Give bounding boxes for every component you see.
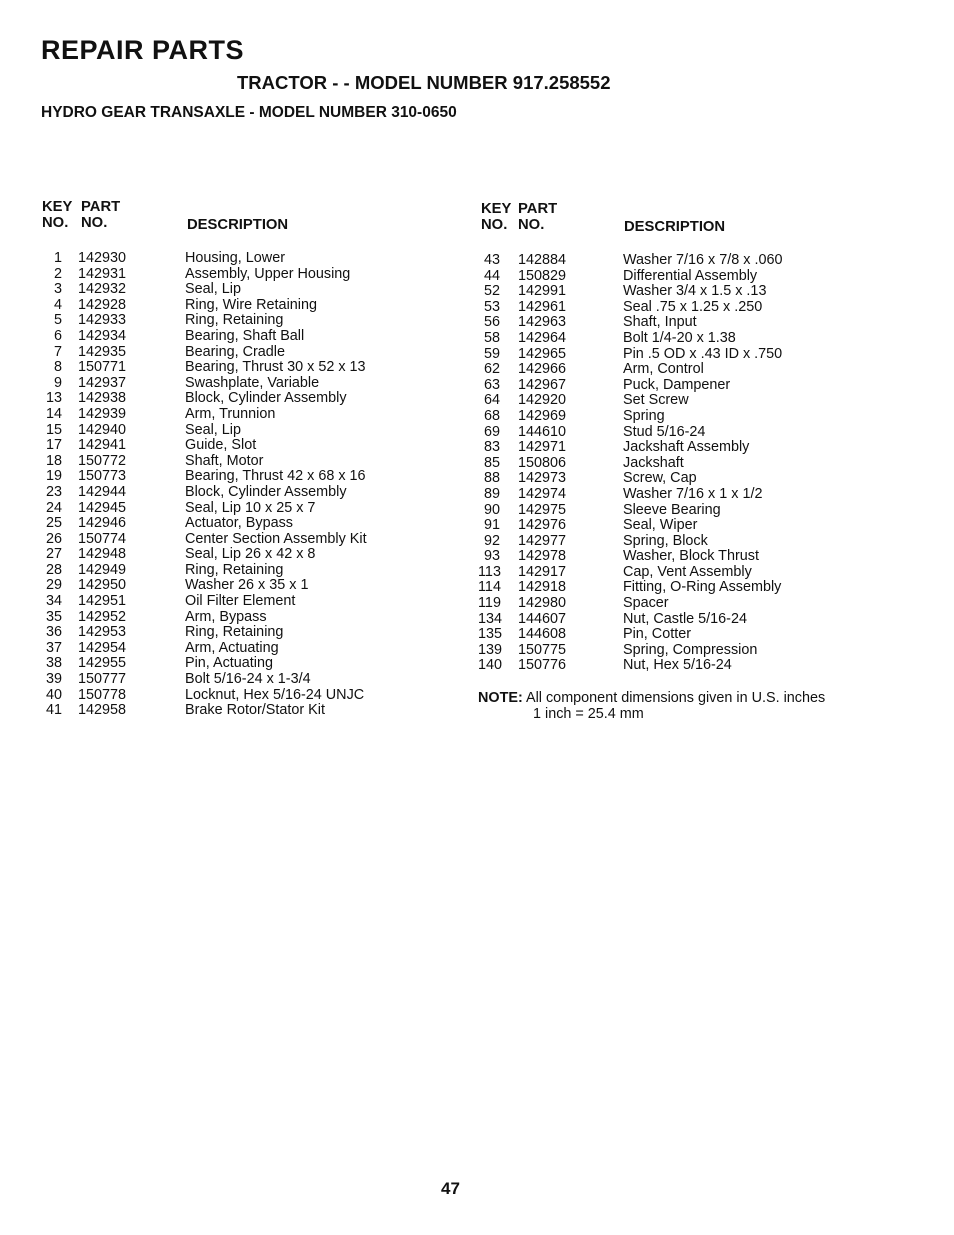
part-number: 142991	[518, 283, 567, 300]
table-row	[38, 438, 438, 454]
part-description: Ring, Retaining	[185, 312, 284, 329]
key-number: 14	[45, 405, 62, 422]
part-number: 142941	[78, 437, 127, 454]
part-description: Puck, Dampener	[623, 376, 731, 393]
table-row	[38, 594, 438, 610]
table-row	[38, 407, 438, 423]
key-number: 85	[483, 454, 500, 471]
table-row	[478, 503, 898, 519]
table-row	[38, 376, 438, 392]
part-number: 142976	[518, 517, 567, 534]
part-number: 142973	[518, 470, 567, 487]
part-description: Nut, Castle 5/16-24	[623, 610, 747, 627]
part-description: Spacer	[623, 595, 669, 612]
key-number: 69	[483, 423, 500, 440]
part-description: Washer, Block Thrust	[623, 548, 759, 565]
part-number: 142938	[78, 390, 127, 407]
key-number: 63	[483, 376, 500, 393]
table-row	[478, 393, 898, 409]
key-number: 92	[483, 532, 500, 549]
key-number: 114	[478, 579, 501, 596]
table-row	[478, 580, 898, 596]
part-description: Swashplate, Variable	[185, 374, 320, 391]
table-row	[38, 360, 438, 376]
part-number: 142966	[518, 361, 567, 378]
key-number: 35	[45, 608, 62, 625]
key-number: 41	[45, 702, 62, 719]
part-description: Sleeve Bearing	[623, 501, 721, 518]
key-number: 3	[53, 281, 62, 298]
table-row	[38, 641, 438, 657]
table-row	[478, 409, 898, 425]
key-number: 64	[483, 392, 500, 409]
part-number: 142954	[78, 639, 127, 656]
part-number: 142931	[78, 265, 127, 282]
part-description: Bearing, Thrust 42 x 68 x 16	[185, 468, 366, 485]
key-number: 68	[483, 407, 500, 424]
table-row	[478, 253, 898, 269]
part-number: 142965	[518, 345, 567, 362]
key-number: 91	[483, 517, 500, 534]
table-row	[478, 658, 898, 674]
key-number: 62	[483, 361, 500, 378]
part-description: Bearing, Shaft Ball	[185, 327, 305, 344]
part-number: 142951	[78, 593, 127, 610]
key-number: 18	[45, 452, 62, 469]
part-description: Ring, Retaining	[185, 624, 284, 641]
part-header-top: PART	[81, 199, 121, 215]
table-row	[38, 563, 438, 579]
dimensions-note	[478, 690, 825, 722]
part-number: 142975	[518, 501, 567, 518]
part-number: 142918	[518, 579, 567, 596]
key-number: 140	[478, 657, 503, 674]
key-number: 59	[483, 345, 500, 362]
part-number: 142948	[78, 546, 127, 563]
part-description: Differential Assembly	[623, 267, 758, 284]
part-number: 144610	[518, 423, 567, 440]
part-description: Brake Rotor/Stator Kit	[185, 702, 325, 719]
table-row	[478, 378, 898, 394]
part-description: Pin, Actuating	[185, 655, 274, 672]
part-number: 144608	[518, 626, 567, 643]
part-number: 142971	[518, 439, 567, 456]
part-number: 150829	[518, 267, 567, 284]
part-description: Center Section Assembly Kit	[185, 530, 367, 547]
part-header-top: PART	[518, 201, 558, 217]
table-row	[38, 345, 438, 361]
key-number: 19	[45, 468, 62, 485]
part-number: 142945	[78, 499, 127, 516]
key-number: 25	[45, 515, 62, 532]
table-header	[478, 201, 898, 253]
table-row	[478, 300, 898, 316]
part-description: Pin .5 OD x .43 ID x .750	[623, 345, 783, 362]
key-number: 89	[483, 485, 500, 502]
part-number: 150774	[78, 530, 127, 547]
key-number: 139	[478, 641, 503, 658]
part-number: 142963	[518, 314, 567, 331]
table-row	[478, 596, 898, 612]
table-header	[38, 199, 438, 251]
table-row	[478, 284, 898, 300]
part-number: 150778	[78, 686, 127, 703]
table-row	[38, 703, 438, 719]
note-line-2: 1 inch = 25.4 mm	[533, 706, 644, 722]
part-description: Set Screw	[623, 392, 689, 409]
key-number: 39	[45, 671, 62, 688]
table-row	[478, 347, 898, 363]
part-number: 142955	[78, 655, 127, 672]
transaxle-model-heading: HYDRO GEAR TRANSAXLE - MODEL NUMBER 310-0650	[41, 104, 457, 121]
key-number: 8	[53, 359, 62, 376]
key-number: 27	[45, 546, 62, 563]
part-description: Spring	[623, 407, 665, 424]
table-row	[38, 391, 438, 407]
part-description: Cap, Vent Assembly	[623, 563, 752, 580]
part-description: Screw, Cap	[623, 470, 697, 487]
part-description: Jackshaft	[623, 454, 684, 471]
key-number: 83	[483, 439, 500, 456]
key-number: 52	[483, 283, 500, 300]
table-row	[38, 298, 438, 314]
part-description: Spring, Compression	[623, 641, 758, 658]
description-header: DESCRIPTION	[624, 219, 726, 235]
table-row	[478, 518, 898, 534]
key-number: 38	[45, 655, 62, 672]
part-number: 150773	[78, 468, 127, 485]
part-number: 142934	[78, 327, 127, 344]
table-row	[478, 331, 898, 347]
table-row	[38, 656, 438, 672]
part-description: Seal, Lip	[185, 281, 242, 298]
parts-list-left	[38, 251, 438, 719]
part-number: 142920	[518, 392, 567, 409]
table-row	[478, 643, 898, 659]
note-line-1: All component dimensions given in U.S. inches	[526, 690, 826, 706]
part-description: Seal, Lip 26 x 42 x 8	[185, 546, 316, 563]
key-number: 15	[45, 421, 62, 438]
part-number: 142974	[518, 485, 567, 502]
part-number: 142953	[78, 624, 127, 641]
part-description: Bearing, Thrust 30 x 52 x 13	[185, 359, 366, 376]
key-number: 119	[478, 595, 501, 612]
table-row	[38, 485, 438, 501]
part-number: 142939	[78, 405, 127, 422]
part-header-bottom: NO.	[81, 215, 108, 231]
key-number: 29	[45, 577, 62, 594]
key-header-bottom: NO.	[481, 217, 508, 233]
description-header: DESCRIPTION	[187, 217, 289, 233]
key-number: 56	[483, 314, 500, 331]
part-description: Bearing, Cradle	[185, 343, 285, 360]
part-description: Seal, Lip 10 x 25 x 7	[185, 499, 316, 516]
key-number: 24	[45, 499, 62, 516]
part-number: 142977	[518, 532, 567, 549]
key-number: 4	[53, 296, 62, 313]
key-number: 1	[53, 250, 62, 266]
part-number: 142928	[78, 296, 127, 313]
key-number: 28	[45, 561, 62, 578]
part-description: Arm, Control	[623, 361, 704, 378]
key-number: 58	[483, 329, 500, 346]
key-number: 5	[53, 312, 62, 329]
part-description: Seal .75 x 1.25 x .250	[623, 298, 763, 315]
part-description: Ring, Wire Retaining	[185, 296, 317, 313]
table-row	[38, 454, 438, 470]
parts-table-right	[478, 201, 898, 674]
key-number: 23	[45, 483, 62, 500]
table-row	[38, 532, 438, 548]
key-number: 17	[45, 437, 62, 454]
table-row	[38, 313, 438, 329]
key-number: 53	[483, 298, 500, 315]
part-number: 150772	[78, 452, 127, 469]
page-number: 47	[441, 1179, 460, 1198]
part-number: 144607	[518, 610, 567, 627]
key-number: 90	[483, 501, 500, 518]
part-description: Stud 5/16-24	[623, 423, 706, 440]
part-description: Washer 3/4 x 1.5 x .13	[623, 283, 767, 300]
table-row	[38, 501, 438, 517]
key-number: 2	[53, 265, 62, 282]
part-description: Washer 7/16 x 1 x 1/2	[623, 485, 763, 502]
part-description: Arm, Bypass	[185, 608, 267, 625]
table-row	[38, 267, 438, 283]
tractor-model-heading: TRACTOR - - MODEL NUMBER 917.258552	[237, 72, 611, 93]
table-row	[478, 425, 898, 441]
table-row	[478, 456, 898, 472]
table-row	[38, 329, 438, 345]
part-description: Seal, Lip	[185, 421, 242, 438]
part-description: Spring, Block	[623, 532, 708, 549]
key-number: 134	[478, 610, 503, 627]
part-number: 142884	[518, 252, 567, 268]
key-number: 6	[53, 327, 62, 344]
table-row	[38, 672, 438, 688]
key-number: 26	[45, 530, 62, 547]
table-row	[38, 282, 438, 298]
part-description: Actuator, Bypass	[185, 515, 293, 532]
table-row	[478, 612, 898, 628]
part-number: 142980	[518, 595, 567, 612]
part-description: Bolt 1/4-20 x 1.38	[623, 329, 736, 346]
key-number: 13	[45, 390, 62, 407]
part-number: 142937	[78, 374, 127, 391]
key-header-top: KEY	[42, 199, 73, 215]
parts-table-left	[38, 199, 438, 719]
part-description: Arm, Trunnion	[185, 405, 276, 422]
key-number: 40	[45, 686, 62, 703]
table-row	[478, 315, 898, 331]
table-row	[38, 625, 438, 641]
key-number: 93	[483, 548, 500, 565]
table-row	[38, 423, 438, 439]
part-description: Locknut, Hex 5/16-24 UNJC	[185, 686, 365, 703]
table-row	[38, 516, 438, 532]
table-row	[478, 627, 898, 643]
table-row	[38, 469, 438, 485]
part-description: Oil Filter Element	[185, 593, 296, 610]
part-description: Guide, Slot	[185, 437, 257, 454]
page-title: REPAIR PARTS	[41, 35, 245, 65]
key-number: 135	[478, 626, 503, 643]
table-row	[38, 251, 438, 267]
table-row	[478, 440, 898, 456]
key-number: 9	[53, 374, 62, 391]
part-description: Block, Cylinder Assembly	[185, 483, 347, 500]
part-description: Housing, Lower	[185, 250, 285, 266]
part-description: Jackshaft Assembly	[623, 439, 750, 456]
part-number: 142944	[78, 483, 127, 500]
part-header-bottom: NO.	[518, 217, 545, 233]
part-description: Ring, Retaining	[185, 561, 284, 578]
part-number: 150777	[78, 671, 127, 688]
part-number: 142932	[78, 281, 127, 298]
table-row	[38, 547, 438, 563]
part-description: Block, Cylinder Assembly	[185, 390, 347, 407]
table-row	[478, 362, 898, 378]
part-number: 142950	[78, 577, 127, 594]
key-number: 43	[483, 252, 500, 268]
part-description: Shaft, Motor	[185, 452, 264, 469]
part-number: 142933	[78, 312, 127, 329]
part-number: 142946	[78, 515, 127, 532]
table-row	[38, 610, 438, 626]
key-number: 34	[45, 593, 62, 610]
part-number: 142917	[518, 563, 567, 580]
part-number: 150775	[518, 641, 567, 658]
table-row	[478, 487, 898, 503]
part-description: Washer 26 x 35 x 1	[185, 577, 309, 594]
part-number: 142964	[518, 329, 567, 346]
part-description: Bolt 5/16-24 x 1-3/4	[185, 671, 311, 688]
part-description: Shaft, Input	[623, 314, 697, 331]
part-number: 142967	[518, 376, 567, 393]
parts-list-right	[478, 253, 898, 674]
key-number: 113	[478, 563, 501, 580]
key-number: 36	[45, 624, 62, 641]
key-number: 37	[45, 639, 62, 656]
part-description: Arm, Actuating	[185, 639, 279, 656]
table-row	[478, 565, 898, 581]
part-number: 142961	[518, 298, 567, 315]
table-row	[478, 534, 898, 550]
part-number: 142978	[518, 548, 567, 565]
key-header-top: KEY	[481, 201, 512, 217]
part-description: Washer 7/16 x 7/8 x .060	[623, 252, 783, 268]
part-number: 150776	[518, 657, 567, 674]
table-row	[478, 549, 898, 565]
part-number: 142935	[78, 343, 127, 360]
part-number: 142958	[78, 702, 127, 719]
key-number: 88	[483, 470, 500, 487]
part-number: 142949	[78, 561, 127, 578]
part-description: Seal, Wiper	[623, 517, 698, 534]
key-number: 7	[53, 343, 62, 360]
key-number: 44	[483, 267, 500, 284]
part-description: Pin, Cotter	[623, 626, 691, 643]
part-number: 142930	[78, 250, 127, 266]
part-number: 142952	[78, 608, 127, 625]
part-number: 150771	[78, 359, 127, 376]
part-description: Fitting, O-Ring Assembly	[623, 579, 782, 596]
table-row	[478, 471, 898, 487]
part-number: 142940	[78, 421, 127, 438]
part-description: Assembly, Upper Housing	[185, 265, 351, 282]
note-label: NOTE:	[478, 690, 523, 706]
part-description: Nut, Hex 5/16-24	[623, 657, 732, 674]
table-row	[38, 578, 438, 594]
key-header-bottom: NO.	[42, 215, 69, 231]
table-row	[478, 269, 898, 285]
part-number: 142969	[518, 407, 567, 424]
table-row	[38, 688, 438, 704]
part-number: 150806	[518, 454, 567, 471]
